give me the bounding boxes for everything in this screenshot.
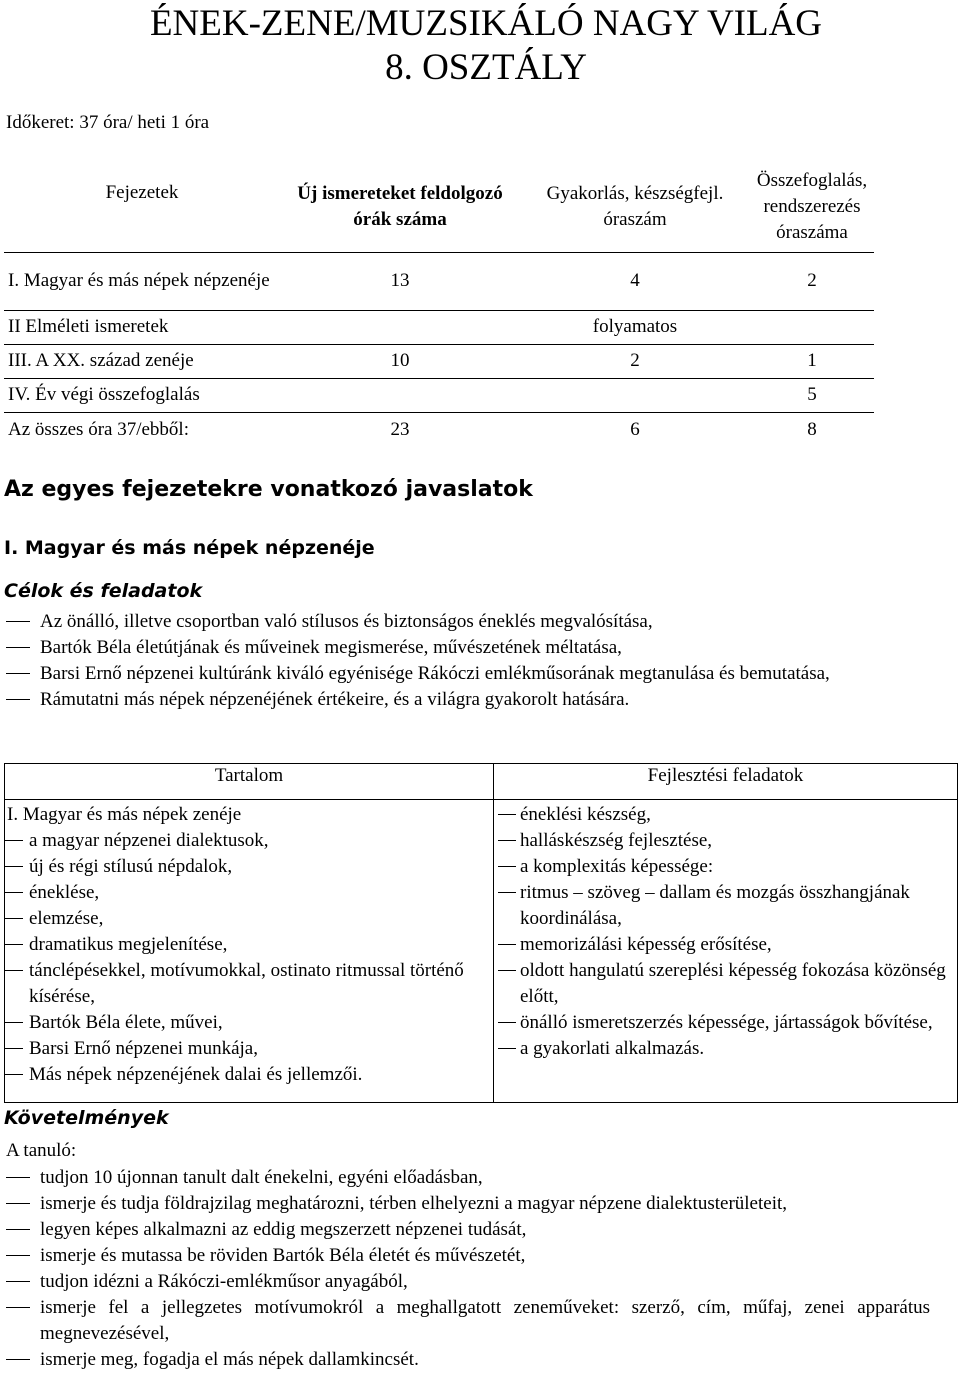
list-item: ismerje és tudja földrajzilag meghatározni, térben elhelyezni a magyar népzene dialektusterületeit, [6, 1191, 930, 1217]
content-left-list [5, 828, 493, 1088]
row-practice-hours: folyamatos [520, 310, 750, 344]
row-chapter: I. Magyar és más népek népzenéje [4, 252, 280, 310]
list-item: ismerje és mutassa be röviden Bartók Béla életét és művészetét, [6, 1243, 930, 1269]
content-header-left: Tartalom [5, 764, 494, 800]
list-item: Az önálló, illetve csoportban való stílusos és biztonságos éneklés megvalósítása, [6, 609, 936, 635]
overview-header-practice: Gyakorlás, készségfejl. óraszám [520, 162, 750, 252]
row-new-hours [280, 310, 520, 344]
list-item: a magyar népzenei dialektusok, [5, 828, 493, 854]
list-item: Rámutatni más népek népzenéjének értékeire, és a világra gyakorolt hatására. [6, 687, 936, 713]
list-item: a komplexitás képessége: [496, 854, 957, 880]
table-row [4, 310, 874, 344]
content-left-title: I. Magyar és más népek zenéje [7, 804, 242, 825]
list-item: oldott hangulatú szereplési képesség fokozása közönség előtt, [496, 958, 957, 1010]
document-subtitle-grade: 8. OSZTÁLY [385, 47, 587, 88]
list-item: halláskészség fejlesztése, [496, 828, 957, 854]
row-new-hours [280, 378, 520, 412]
list-item: legyen képes alkalmazni az eddig megszerzett népzenei tudását, [6, 1217, 930, 1243]
table-row [4, 252, 874, 310]
list-item: éneklése, [5, 880, 493, 906]
content-table [4, 763, 958, 1103]
list-item: dramatikus megjelenítése, [5, 932, 493, 958]
list-item: elemzése, [5, 906, 493, 932]
list-item: tudjon 10 újonnan tanult dalt énekelni, egyéni előadásban, [6, 1165, 930, 1191]
row-practice-hours [520, 378, 750, 412]
list-item: Barsi Ernő népzenei kultúránk kiváló egyénisége Rákóczi emlékműsorának megtanulása és bemutatása, [6, 661, 936, 687]
content-left-cell [5, 800, 494, 1103]
row-new-hours: 23 [390, 419, 410, 441]
list-item: ismerje meg, fogadja el más népek dallamkincsét. [6, 1347, 930, 1373]
overview-table [4, 162, 874, 448]
list-item: a gyakorlati alkalmazás. [496, 1036, 957, 1062]
table-row [4, 378, 874, 412]
requirements-heading: Követelmények [4, 1107, 169, 1129]
overview-header-new: Új ismereteket feldolgozó órák száma [280, 162, 520, 252]
content-right-list [496, 802, 957, 1062]
list-item: éneklési készség, [496, 802, 957, 828]
row-chapter: IV. Év végi összefoglalás [4, 378, 280, 412]
row-practice-hours: 2 [520, 344, 750, 378]
overview-header-chapters: Fejezetek [4, 162, 280, 252]
timeframe-text: Időkeret: 37 óra/ heti 1 óra [6, 112, 210, 133]
goals-list [6, 609, 936, 713]
list-item: ritmus – szöveg – dallam és mozgás összhangjának koordinálása, [496, 880, 957, 932]
list-item: tánclépésekkel, motívumokkal, ostinato ritmussal történő kísérése, [5, 958, 493, 1010]
chapter-heading: I. Magyar és más népek népzenéje [4, 537, 375, 559]
row-summary-hours: 8 [807, 419, 817, 441]
list-item: tudjon idézni a Rákóczi-emlékműsor anyagából, [6, 1269, 930, 1295]
overview-header-summary: Összefoglalás, rendszerezés óraszáma [750, 162, 874, 252]
content-right-cell [494, 800, 958, 1103]
row-summary-hours: 1 [750, 344, 874, 378]
content-header-right: Fejlesztési feladatok [494, 764, 958, 800]
row-summary-hours [750, 310, 874, 344]
section-heading: Az egyes fejezetekre vonatkozó javaslatok [4, 477, 533, 502]
table-row-total [4, 412, 874, 448]
row-new-hours: 10 [280, 344, 520, 378]
table-row [4, 344, 874, 378]
document-title: ÉNEK-ZENE/MUZSIKÁLÓ NAGY VILÁG [149, 3, 823, 44]
list-item: Bartók Béla életútjának és műveinek megismerése, művészetének méltatása, [6, 635, 936, 661]
list-item: Más népek népzenéjének dalai és jellemzői. [5, 1062, 493, 1088]
list-item: önálló ismeretszerzés képessége, jártasságok bővítése, [496, 1010, 957, 1036]
list-item: memorizálási képesség erősítése, [496, 932, 957, 958]
overview-header-row [4, 162, 874, 252]
requirements-list [6, 1165, 930, 1373]
list-item: új és régi stílusú népdalok, [5, 854, 493, 880]
requirements-intro: A tanuló: [6, 1140, 77, 1161]
list-item: Bartók Béla élete, művei, [5, 1010, 493, 1036]
list-item: ismerje fel a jellegzetes motívumokról a meghallgatott zeneműveket: szerző, cím, műfaj, zenei apparátus megnevezésével, [6, 1295, 930, 1347]
row-new-hours: 13 [280, 252, 520, 310]
row-chapter: II Elméleti ismeretek [4, 310, 280, 344]
row-practice-hours: 6 [630, 419, 640, 441]
row-practice-hours: 4 [520, 252, 750, 310]
row-chapter: III. A XX. század zenéje [4, 344, 280, 378]
goals-heading: Célok és feladatok [4, 580, 203, 602]
row-summary-hours: 2 [750, 252, 874, 310]
row-chapter: Az összes óra 37/ebből: [8, 419, 189, 441]
row-summary-hours: 5 [750, 378, 874, 412]
list-item: Barsi Ernő népzenei munkája, [5, 1036, 493, 1062]
